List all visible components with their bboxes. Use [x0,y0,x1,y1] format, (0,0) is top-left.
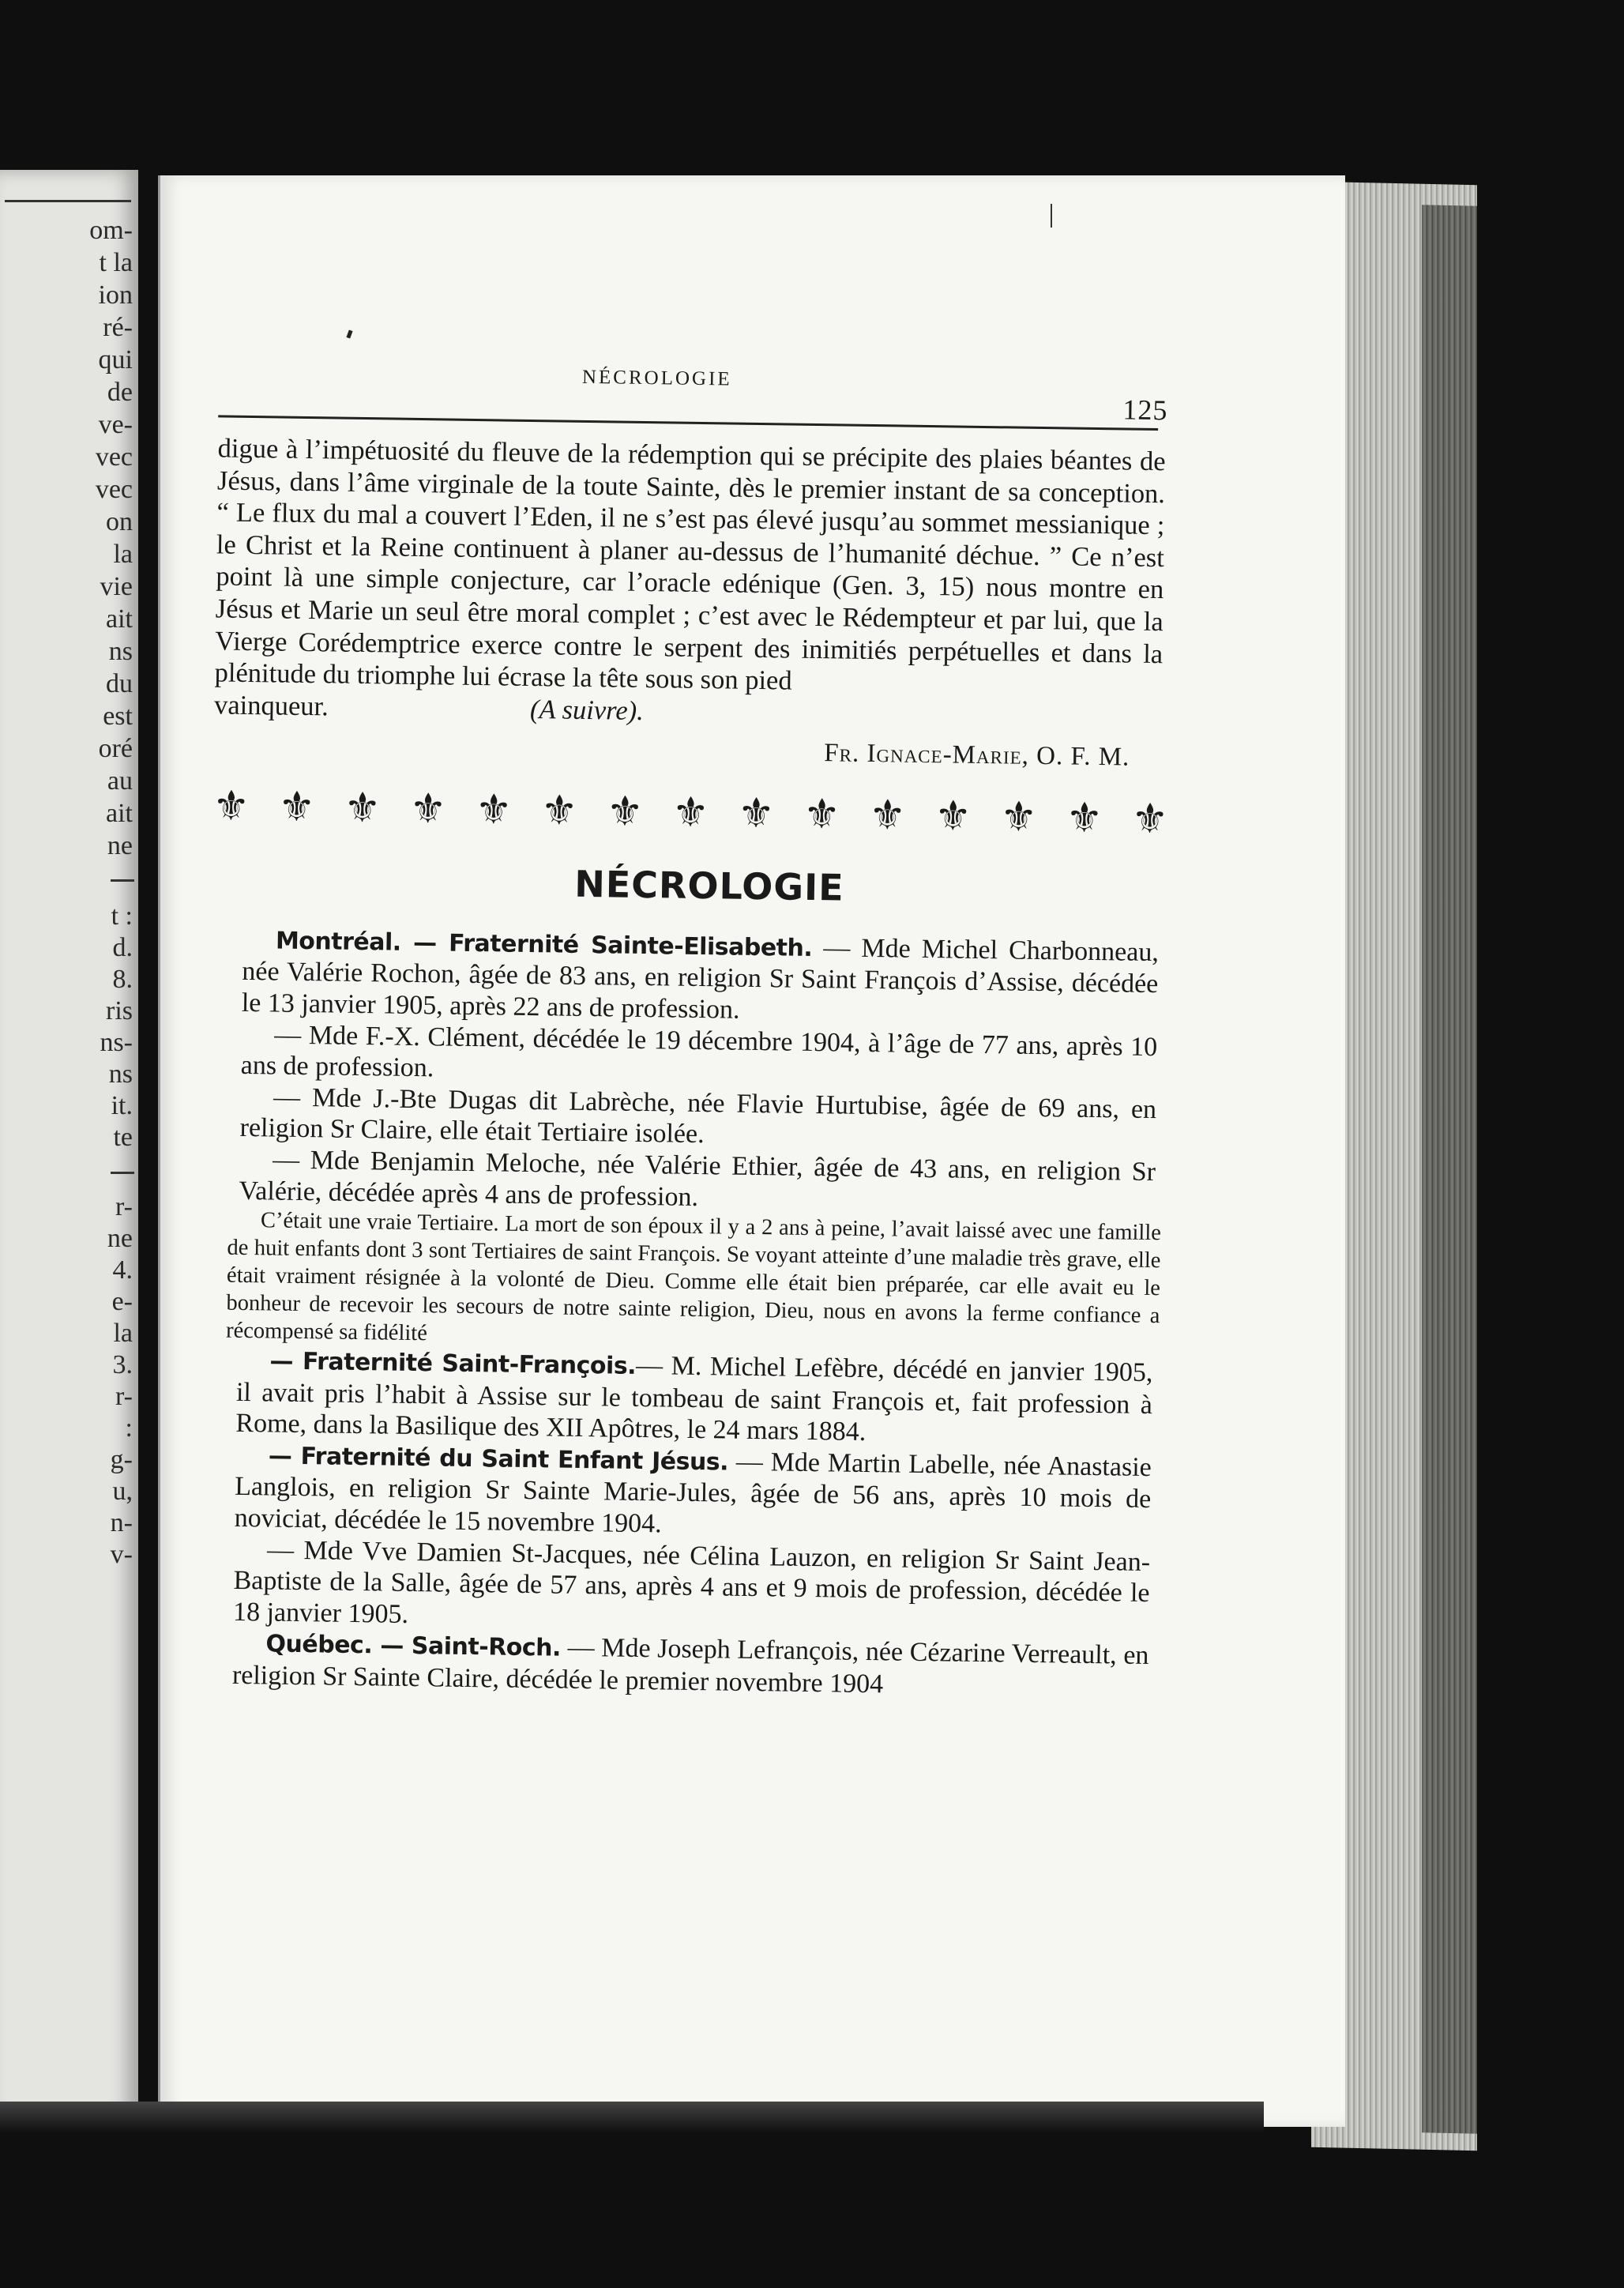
facing-page-line-fragment: e- [111,1287,133,1316]
facing-page-line-fragment: u, [112,1477,133,1506]
facing-page-line-fragment: d. [112,933,133,962]
fleur-de-lis-icon: ⚜ [1066,796,1103,841]
facing-page-line-fragment: om- [89,216,133,245]
facing-page-line-fragment: du [106,669,133,698]
facing-page-rule [111,1172,134,1174]
facing-page-line-fragment: 3. [112,1350,133,1379]
fleur-de-lis-icon: ⚜ [540,788,578,834]
print-speck [1051,204,1052,228]
facing-page-line-fragment: ne [107,831,133,860]
fleur-de-lis-icon: ⚜ [868,792,907,839]
facing-page-line-fragment: vie [100,572,133,601]
obituary-list [225,924,1162,1704]
page-number: 125 [1122,393,1168,427]
entry-text: — Mde J.-Bte Dugas dit Labrèche, née Flavie Hurtubise, âgée de 69 ans, en religion Sr Claire, elle était Tertiaire isolée. [239,1082,1157,1150]
entry-place: Montréal. [275,927,401,957]
closing-word: vainqueur. [213,690,329,722]
entry-text: — Mde Martin Labelle, née Anastasie Langlois, en religion Sr Sainte Marie-Jules, âgée de 56 ans, après 10 mois de noviciat, décédée le 15 novembre 1904. [234,1447,1152,1539]
facing-page-rule [5,200,131,202]
entry-fraternity: — Fraternité Sainte-Elisabeth. [400,928,813,962]
facing-page-line-fragment: ns [108,1059,133,1089]
entry-text: — Mde Michel Charbonneau, née Valérie Rochon, âgée de 83 ans, en religion Sr Saint François d’Assise, décédée le 13 janvier 1905, après 22 ans de profession. [241,932,1160,1025]
facing-page-line-fragment: ns- [100,1028,133,1057]
page-bottom-shadow [0,2102,1264,2133]
page-content [212,316,1169,1704]
facing-page-line-fragment: 8. [112,965,133,994]
facing-page-line-fragment: t : [111,901,133,931]
obituary-entry [242,924,1160,1032]
facing-page-line-fragment: it. [111,1091,133,1120]
fleur-de-lis-icon: ⚜ [278,785,316,830]
facing-page-line-fragment: g- [110,1445,133,1474]
obituary-note [226,1206,1161,1357]
header-rule [218,415,1158,431]
fleur-de-lis-icon: ⚜ [212,784,250,830]
entry-fraternity: — Saint-Roch. [371,1631,562,1663]
facing-page-line-fragment: ait [106,799,133,828]
book-page-edges-shadow [1422,205,1477,2133]
entry-text: — Mde Benjamin Meloche, née Valérie Ethier, âgée de 43 ans, en religion Sr Valérie, décédée après 4 ans de profession. [239,1145,1156,1212]
entry-text: C’était une vraie Tertiaire. La mort de son époux il y a 2 ans à peine, l’avait laissé avec une famille de huit enfants dont 3 sont Tertiaires de saint François. Se voyant atteinte d’une maladie très grave, elle était vraiment résignée à la volonté de Dieu. Comme elle était bien préparée, car elle avait eu le bonheur de recevoir les secours de notre sainte religion, Dieu, nous en avons la ferme confiance a récompensé sa fidélité [225,1208,1162,1346]
section-title: NÉCROLOGIE [573,862,844,909]
facing-page-line-fragment: vec [95,442,133,472]
fleur-de-lis-icon: ⚜ [475,787,513,834]
entry-place: Québec. [265,1630,373,1660]
entry-text: — Mde F.-X. Clément, décédée le 19 décembre 1904, à l’âge de 77 ans, après 10 ans de profession. [240,1020,1158,1083]
entry-text: — Mde Joseph Lefrançois, née Cézarine Verreault, en religion Sr Sainte Claire, décédée le premier novembre 1904 [231,1633,1149,1699]
facing-page-line-fragment: ré- [103,313,133,342]
facing-page-line-fragment: ve- [98,410,133,439]
obituary-entry [233,1534,1151,1641]
facing-page-line-fragment: ris [106,996,133,1025]
obituary-entry [234,1439,1152,1547]
entry-fraternity: — Fraternité du Saint Enfant Jésus. [268,1442,729,1477]
facing-page-line-fragment: t la [99,248,133,277]
to-be-continued: (A suivre). [529,694,645,726]
entry-fraternity: — Fraternité Saint-François. [269,1347,637,1381]
entry-text: — M. Michel Lefèbre, décédé en janvier 1905, il avait pris l’habit à Assise sur le tombeau de saint François et, fait profession à Rome, dans la Basilique des XII Apôtres, le 24 mars 1884. [235,1351,1153,1447]
article-paragraph: digue à l’impétuosité du fleuve de la rédemption qui se précipite des plaies béantes de Jésus, dans l’âme virginale de la toute Sainte, dès le premier instant de sa conception. “ Le flux du mal a couvert l’Eden, il ne s’est pas élevé jusqu’au sommet messianique ; le Christ et la Reine continuent à planer au-dessus de l’humanité déchue. ” Ce n’est point là une simple conjecture, car l’oracle edénique (Gen. 3, 15) nous montre en Jésus et Marie un seul être moral complet ; c’est avec le Rédempteur et par lui, que la Vierge Corédemptrice exerce contre le serpent des inimitiés perpétuelles et dans la plénitude du triomphe lui écrase la tête sous son pied [214,433,1166,696]
obituary-entry [232,1628,1149,1703]
facing-page-line-fragment: ns [108,637,133,666]
author-signature: Fr. Ignace-Marie, O. F. M. [824,738,1130,772]
facing-page-line-fragment: la [113,1319,133,1348]
facing-page-line-fragment: ait [106,604,133,634]
facing-page-line-fragment: ne [107,1224,133,1253]
facing-page-line-fragment: v- [110,1540,133,1569]
facing-page-line-fragment: au [107,766,133,796]
facing-page-line-fragment: qui [98,345,133,374]
facing-page-line-fragment: de [107,378,133,407]
fleur-de-lis-icon: ⚜ [671,790,709,836]
obituary-entry [235,1345,1153,1452]
facing-page-line-fragment: oré [98,734,133,763]
facing-page-line-fragment: est [103,702,133,731]
facing-page-line-fragment: r- [115,1382,133,1411]
facing-page-line-fragment: : [125,1413,133,1443]
fleur-de-lis-ornament-row [212,783,1169,844]
fleur-de-lis-icon: ⚜ [737,791,776,837]
facing-page [0,170,138,2121]
fleur-de-lis-icon: ⚜ [803,792,841,838]
facing-page-line-fragment: r- [115,1192,133,1221]
running-title: NÉCROLOGIE [581,366,732,390]
running-head [250,316,1168,427]
facing-page-line-fragment: la [113,540,133,569]
facing-page-rule [111,879,134,882]
fleur-de-lis-icon: ⚜ [999,795,1038,841]
fleur-de-lis-icon: ⚜ [1131,796,1169,843]
fleur-de-lis-icon: ⚜ [409,786,447,833]
facing-page-line-fragment: on [106,507,133,536]
facing-page-line-fragment: n- [110,1508,133,1537]
fleur-de-lis-icon: ⚜ [606,789,644,835]
fleur-de-lis-icon: ⚜ [934,793,972,840]
entry-text: — Mde Vve Damien St-Jacques, née Célina Lauzon, en religion Sr Saint Jean-Baptiste de la Salle, âgée de 57 ans, après 4 ans et 9 mois de profession, décédée le 18 janvier 1905. [232,1535,1151,1629]
facing-page-line-fragment: te [113,1123,133,1152]
fleur-de-lis-icon: ⚜ [344,785,382,832]
facing-page-line-fragment: 4. [112,1255,133,1285]
facing-page-line-fragment: vec [95,475,133,504]
facing-page-line-fragment: ion [98,280,133,310]
